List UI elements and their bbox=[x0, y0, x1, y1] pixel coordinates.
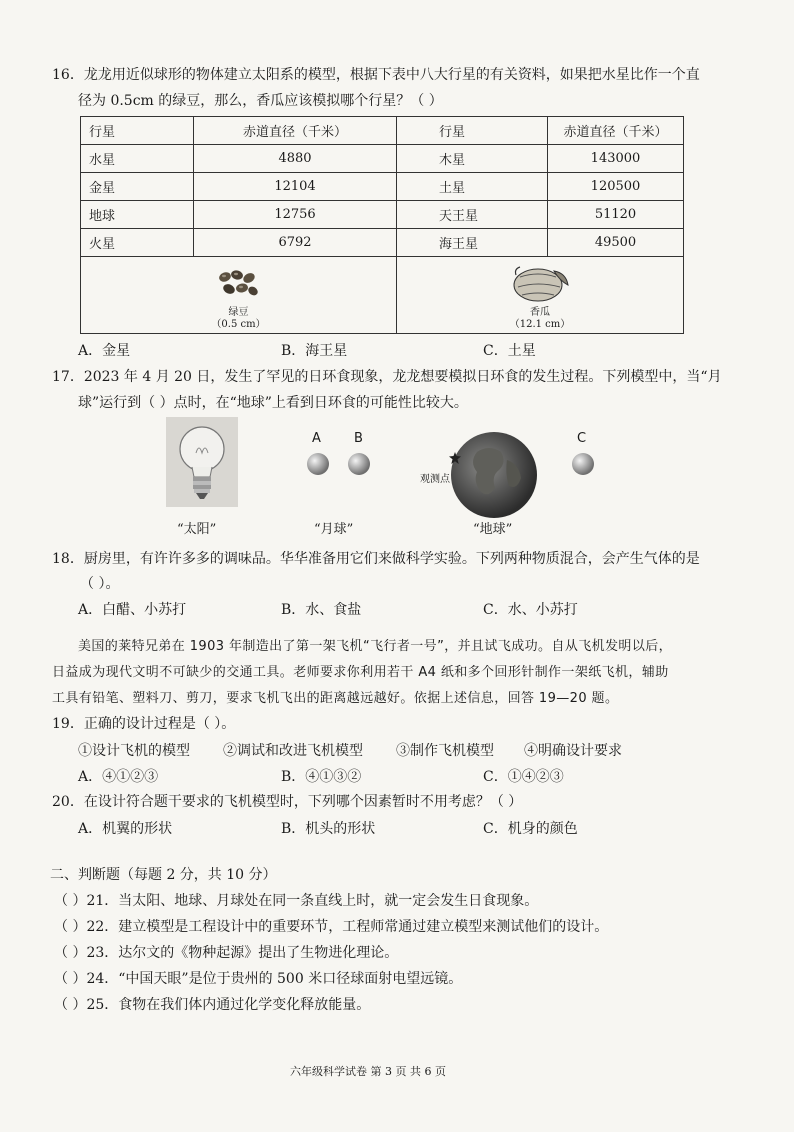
table-header: 行星 bbox=[81, 117, 194, 145]
q20-option-a[interactable]: A．机翼的形状 bbox=[78, 821, 173, 837]
moon-c-icon[interactable] bbox=[571, 452, 595, 476]
q19-option-c[interactable]: C．①④②③ bbox=[483, 769, 564, 785]
table-cell: 4880 bbox=[194, 145, 397, 173]
q19-step-1: ①设计飞机的模型 bbox=[78, 743, 190, 759]
observation-point-label: 观测点 bbox=[420, 474, 450, 485]
q18-option-b[interactable]: B．水、食盐 bbox=[281, 602, 362, 618]
q19-step-3: ③制作飞机模型 bbox=[396, 743, 494, 759]
table-header: 行星 bbox=[397, 117, 548, 145]
q16-option-c[interactable]: C．土星 bbox=[483, 343, 536, 359]
table-header: 赤道直径（千米） bbox=[548, 117, 684, 145]
planet-diameter-table bbox=[80, 116, 684, 334]
table-cell: 51120 bbox=[548, 201, 684, 229]
table-cell: 6792 bbox=[194, 229, 397, 257]
melon-size: （12.1 cm） bbox=[509, 319, 571, 330]
q20-stem: 20．在设计符合题干要求的飞机模型时，下列哪个因素暂时不用考虑？（ ） bbox=[52, 794, 523, 810]
q17-stem-line2: 球”运行到（ ）点时，在“地球”上看到日环食的可能性比较大。 bbox=[78, 395, 468, 411]
q18-option-c[interactable]: C．水、小苏打 bbox=[483, 602, 578, 618]
label-point-a: A bbox=[312, 431, 321, 446]
mung-bean-label: 绿豆 bbox=[228, 307, 249, 318]
sun-caption: “太阳” bbox=[177, 522, 217, 537]
sun-lightbulb-figure bbox=[166, 417, 238, 507]
table-cell: 120500 bbox=[548, 173, 684, 201]
judgement-item-24[interactable]: （ ）24．“中国天眼”是位于贵州的 500 米口径球面射电望远镜。 bbox=[54, 971, 463, 987]
q20-option-c[interactable]: C．机身的颜色 bbox=[483, 821, 578, 837]
mung-bean-size: （0.5 cm） bbox=[211, 319, 266, 330]
table-header-row bbox=[81, 117, 684, 145]
judgement-item-22[interactable]: （ ）22．建立模型是工程设计中的重要环节，工程师常通过建立模型来测试他们的设计。 bbox=[54, 919, 609, 935]
table-row bbox=[81, 201, 684, 229]
table-cell: 木星 bbox=[397, 145, 548, 173]
q16-option-b[interactable]: B．海王星 bbox=[281, 343, 348, 359]
label-point-c: C bbox=[577, 431, 587, 446]
earth-caption: “地球” bbox=[473, 522, 513, 537]
q19-step-4: ④明确设计要求 bbox=[524, 743, 622, 759]
moon-a-icon[interactable] bbox=[306, 452, 330, 476]
q18-stem-line1: 18．厨房里，有许许多多的调味品。华华准备用它们来做科学实验。下列两种物质混合，会产生气体的是 bbox=[52, 551, 700, 567]
mung-bean-icon bbox=[215, 267, 263, 303]
table-row bbox=[81, 229, 684, 257]
lightbulb-icon bbox=[166, 417, 238, 507]
q16-stem-line2: 径为 0.5cm 的绿豆，那么，香瓜应该模拟哪个行星？（ ） bbox=[78, 93, 443, 109]
melon-cell bbox=[397, 257, 684, 334]
earth-globe-icon bbox=[449, 430, 539, 520]
q20-option-b[interactable]: B．机头的形状 bbox=[281, 821, 376, 837]
q16-stem-line1: 16．龙龙用近似球形的物体建立太阳系的模型，根据下表中八大行星的有关资料，如果把水星比作一个直 bbox=[52, 67, 700, 83]
table-cell: 金星 bbox=[81, 173, 194, 201]
q18-stem-line2: （ ）。 bbox=[80, 576, 120, 592]
table-cell: 12104 bbox=[194, 173, 397, 201]
mung-bean-cell bbox=[81, 257, 397, 334]
table-cell: 海王星 bbox=[397, 229, 548, 257]
q17-stem-line1: 17．2023 年 4 月 20 日，发生了罕见的日环食现象，龙龙想要模拟日环食的发生过程。下列模型中，当“月 bbox=[52, 369, 722, 385]
table-header: 赤道直径（千米） bbox=[194, 117, 397, 145]
q16-option-a[interactable]: A．金星 bbox=[78, 343, 131, 359]
table-cell: 143000 bbox=[548, 145, 684, 173]
passage-line3: 工具有铅笔、塑料刀、剪刀，要求飞机飞出的距离越远越好。依据上述信息，回答 19—20 题。 bbox=[52, 691, 619, 706]
table-cell: 土星 bbox=[397, 173, 548, 201]
page-footer: 六年级科学试卷 第 3 页 共 6 页 bbox=[290, 1065, 446, 1078]
judgement-item-21[interactable]: （ ）21．当太阳、地球、月球处在同一条直线上时，就一定会发生日食现象。 bbox=[54, 893, 539, 909]
observation-point-star-icon bbox=[449, 452, 461, 464]
table-picture-row bbox=[81, 257, 684, 334]
table-cell: 水星 bbox=[81, 145, 194, 173]
table-row bbox=[81, 145, 684, 173]
table-cell: 12756 bbox=[194, 201, 397, 229]
q18-option-a[interactable]: A．白醋、小苏打 bbox=[78, 602, 187, 618]
section2-title: 二、判断题（每题 2 分，共 10 分） bbox=[50, 867, 277, 883]
table-row bbox=[81, 173, 684, 201]
table-cell: 地球 bbox=[81, 201, 194, 229]
moon-b-icon[interactable] bbox=[347, 452, 371, 476]
melon-icon bbox=[508, 263, 572, 303]
q19-step-2: ②调试和改进飞机模型 bbox=[223, 743, 363, 759]
moon-caption: “月球” bbox=[314, 522, 354, 537]
passage-line1: 美国的莱特兄弟在 1903 年制造出了第一架飞机“飞行者一号”，并且试飞成功。自从飞机发明以后， bbox=[78, 639, 673, 654]
judgement-item-25[interactable]: （ ）25．食物在我们体内通过化学变化释放能量。 bbox=[54, 997, 371, 1013]
q19-option-b[interactable]: B．④①③② bbox=[281, 769, 362, 785]
melon-label: 香瓜 bbox=[530, 307, 550, 318]
passage-line2: 日益成为现代文明不可缺少的交通工具。老师要求你利用若干 A4 纸和多个回形针制作一架纸飞机，辅助 bbox=[52, 665, 669, 680]
label-point-b: B bbox=[354, 431, 363, 446]
judgement-item-23[interactable]: （ ）23．达尔文的《物种起源》提出了生物进化理论。 bbox=[54, 945, 399, 961]
table-cell: 49500 bbox=[548, 229, 684, 257]
table-cell: 火星 bbox=[81, 229, 194, 257]
q19-stem: 19．正确的设计过程是（ ）。 bbox=[52, 716, 236, 732]
table-cell: 天王星 bbox=[397, 201, 548, 229]
q19-option-a[interactable]: A．④①②③ bbox=[78, 769, 159, 785]
